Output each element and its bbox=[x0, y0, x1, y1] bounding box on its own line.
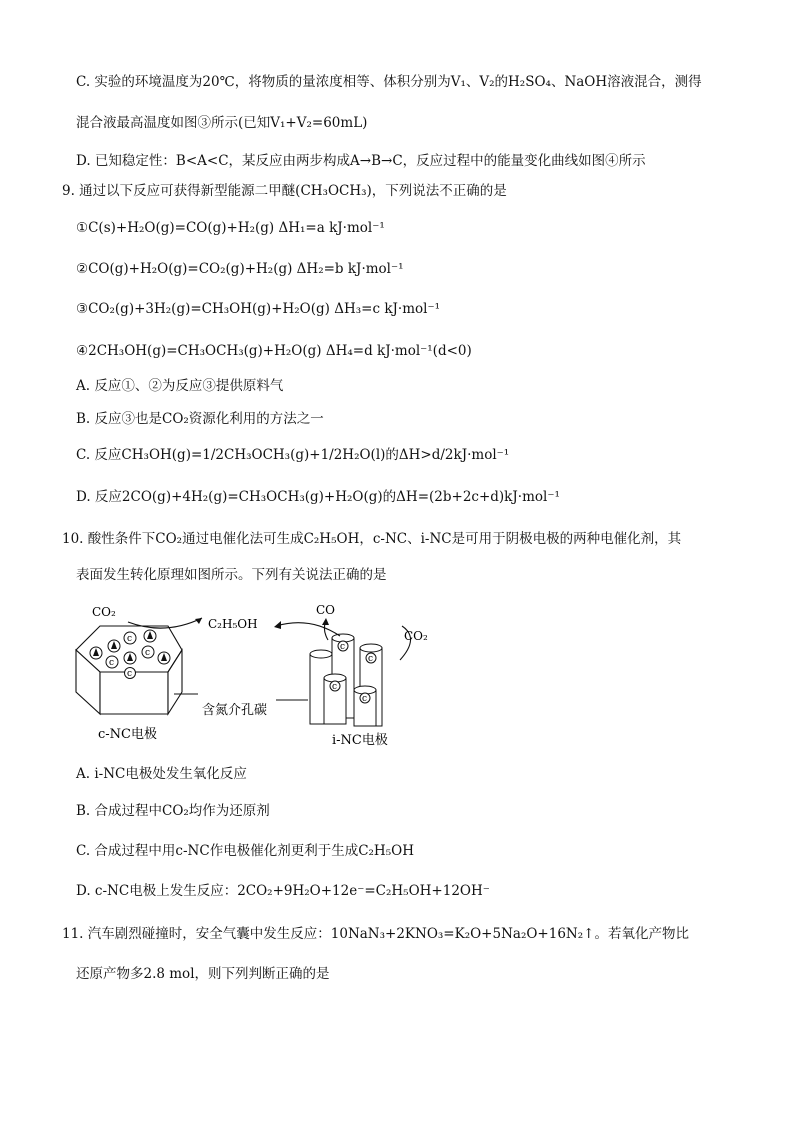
reaction-2: ②CO(g)+H₂O(g)=CO₂(g)+H₂(g) ΔH₂=b kJ·mol⁻¹ bbox=[76, 261, 404, 277]
option-9c: C. 反应CH₃OH(g)=1/2CH₃OCH₃(g)+1/2H₂O(l)的ΔH>d/2kJ·mol⁻¹ bbox=[76, 447, 510, 463]
reaction-3: ③CO₂(g)+3H₂(g)=CH₃OH(g)+H₂O(g) ΔH₃=c kJ·mol⁻¹ bbox=[76, 301, 440, 317]
i-nc-caption: i-NC电极 bbox=[332, 733, 388, 748]
reaction-4: ④2CH₃OH(g)=CH₃OCH₃(g)+H₂O(g) ΔH₄=d kJ·mol⁻¹(d<0) bbox=[76, 343, 472, 359]
option-10a: A. i-NC电极处发生氧化反应 bbox=[76, 766, 247, 782]
cyl-c-2: c bbox=[368, 654, 374, 664]
pore-c-1: c bbox=[127, 634, 133, 644]
cyl-c-1: c bbox=[340, 642, 346, 652]
option-9a: A. 反应①、②为反应③提供原料气 bbox=[76, 378, 284, 394]
c-nc-caption: c-NC电极 bbox=[98, 727, 157, 742]
option-10c: C. 合成过程中用c-NC作电极催化剂更利于生成C₂H₅OH bbox=[76, 843, 414, 859]
question-9-stem: 9. 通过以下反应可获得新型能源二甲醚(CH₃OCH₃)，下列说法不正确的是 bbox=[62, 183, 507, 199]
pore-c-4: c bbox=[127, 669, 133, 679]
question-10-stem-line2: 表面发生转化原理如图所示。下列有关说法正确的是 bbox=[76, 567, 387, 583]
option-10d: D. c-NC电极上发生反应：2CO₂+9H₂O+12e⁻=C₂H₅OH+12OH⁻ bbox=[76, 883, 490, 899]
support-label: 含氮介孔碳 bbox=[202, 703, 268, 718]
co-label: CO bbox=[316, 603, 336, 617]
option-8c-line2: 混合液最高温度如图③所示(已知V₁+V₂=60mL) bbox=[76, 115, 368, 131]
option-8d: D. 已知稳定性：B<A<C，某反应由两步构成A→B→C，反应过程中的能量变化曲线如图④所示 bbox=[76, 153, 646, 169]
arrow-left-out bbox=[276, 623, 340, 636]
option-9d: D. 反应2CO(g)+4H₂(g)=CH₃OCH₃(g)+H₂O(g)的ΔH=(2b+2c+d)kJ·mol⁻¹ bbox=[76, 489, 560, 505]
ethanol-label: C₂H₅OH bbox=[208, 617, 258, 631]
pore-c-3: c bbox=[145, 648, 151, 658]
cyl-c-4: c bbox=[362, 694, 368, 704]
cyl-c-3: c bbox=[332, 682, 338, 692]
option-9b: B. 反应③也是CO₂资源化利用的方法之一 bbox=[76, 411, 324, 427]
co2-label-right: CO₂ bbox=[404, 629, 428, 643]
reaction-1: ①C(s)+H₂O(g)=CO(g)+H₂(g) ΔH₁=a kJ·mol⁻¹ bbox=[76, 220, 385, 236]
electrocatalysis-figure bbox=[70, 598, 450, 748]
co2-label-left: CO₂ bbox=[92, 605, 116, 619]
question-10-stem-line1: 10. 酸性条件下CO₂通过电催化法可生成C₂H₅OH，c-NC、i-NC是可用于阴极电极的两种电催化剂，其 bbox=[62, 531, 682, 547]
pore-c-2: c bbox=[109, 658, 115, 668]
question-11-stem-line2: 还原产物多2.8 mol，则下列判断正确的是 bbox=[76, 966, 330, 982]
question-11-stem-line1: 11. 汽车剧烈碰撞时，安全气囊中发生反应：10NaN₃+2KNO₃=K₂O+5Na₂O+16N₂↑。若氧化产物比 bbox=[62, 926, 689, 942]
option-8c-line1: C. 实验的环境温度为20℃，将物质的量浓度相等、体积分别为V₁、V₂的H₂SO₄、NaOH溶液混合，测得 bbox=[76, 74, 702, 90]
option-10b: B. 合成过程中CO₂均作为还原剂 bbox=[76, 803, 270, 819]
